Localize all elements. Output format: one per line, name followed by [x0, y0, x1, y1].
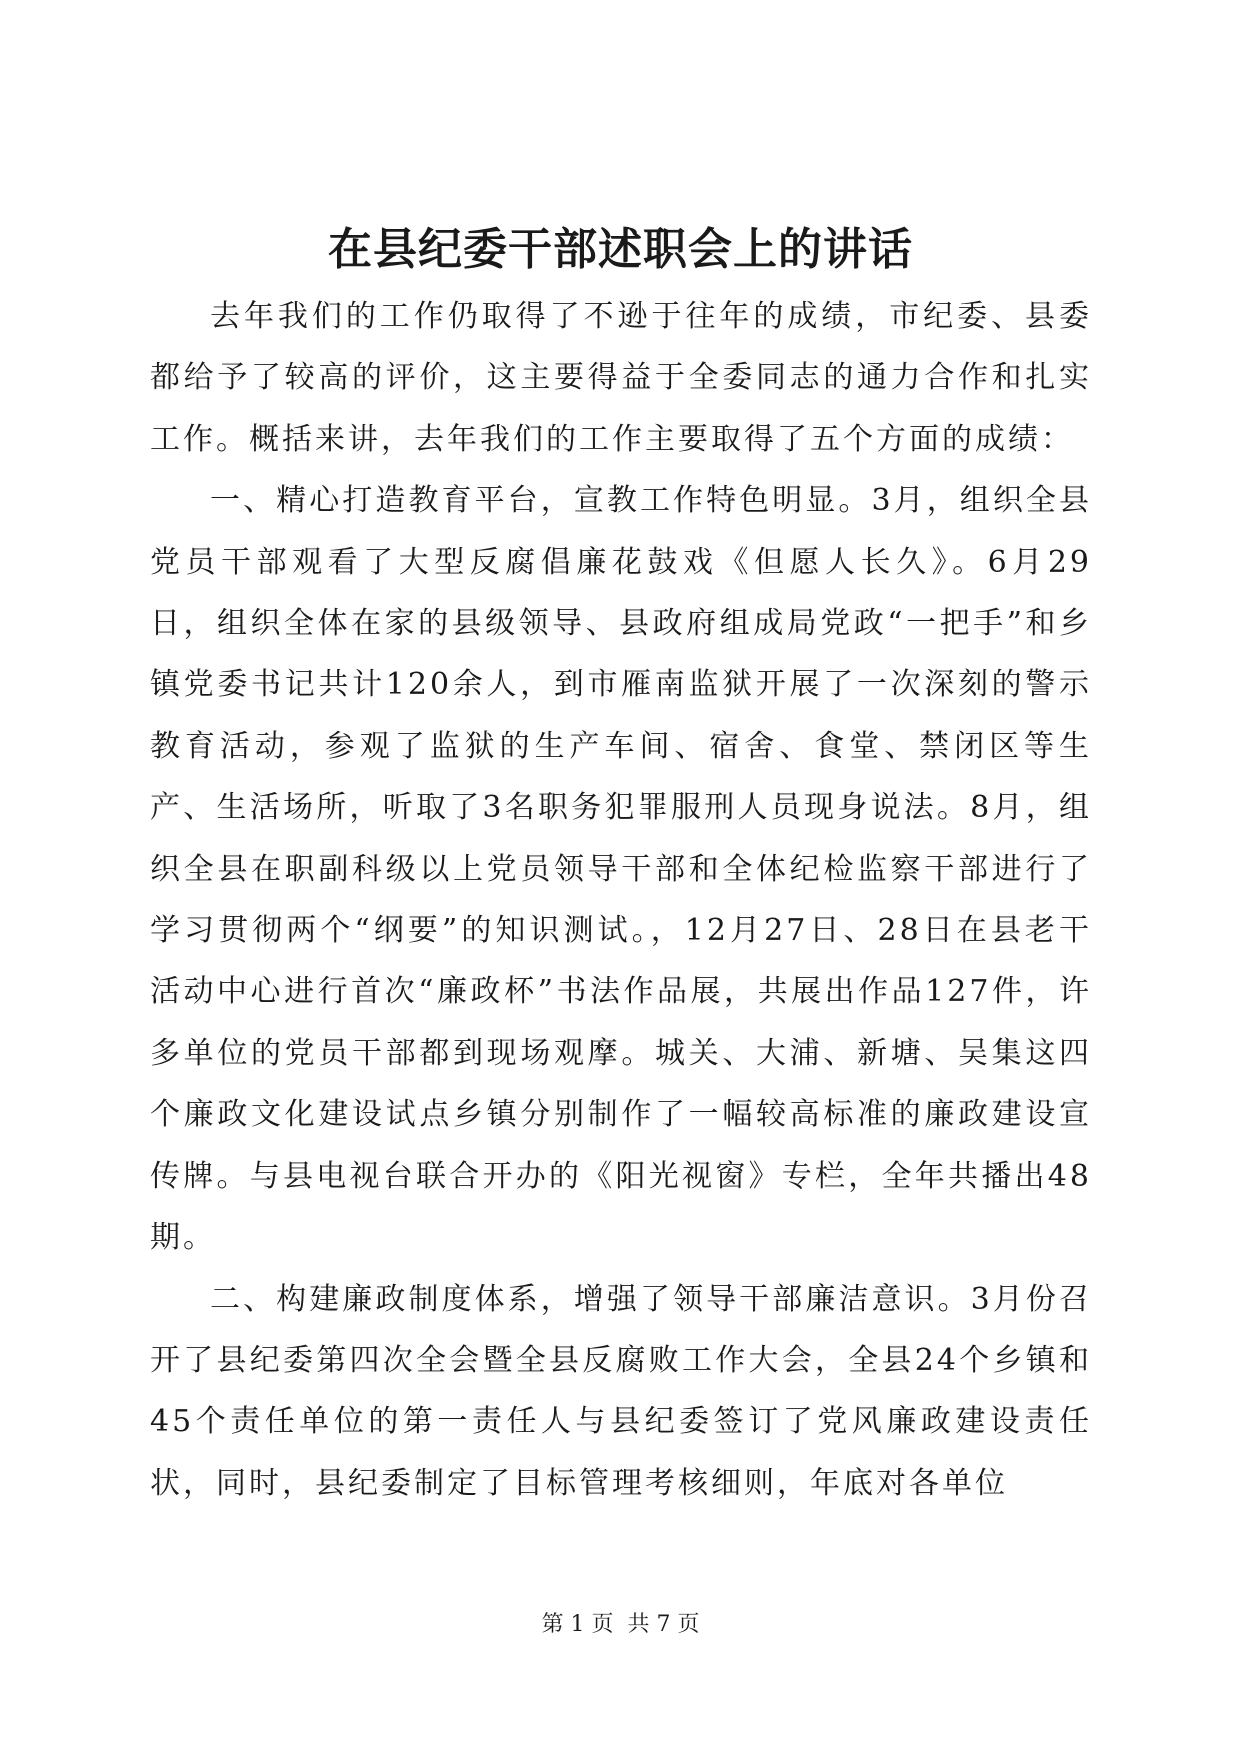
document-title: 在县纪委干部述职会上的讲话	[328, 224, 913, 275]
paragraph-intro: 去年我们的工作仍取得了不逊于往年的成绩，市纪委、县委都给予了较高的评价，这主要得益于全委同志的通力合作和扎实工作。概括来讲，去年我们的工作主要取得了五个方面的成绩：	[150, 299, 1092, 457]
document-body	[150, 286, 1092, 1514]
page-footer	[0, 1610, 1241, 1640]
page-number-label: 第 1 页 共 7 页	[541, 1612, 700, 1637]
paragraph-section-two: 二、构建廉政制度体系，增强了领导干部廉洁意识。3月份召开了县纪委第四次全会暨全县反腐败工作大会，全县24个乡镇和45个责任单位的第一责任人与县纪委签订了党风廉政建设责任状，同时，县纪委制定了目标管理考核细则，年底对各单位	[150, 1281, 1092, 1501]
paragraph-section-one: 一、精心打造教育平台，宣教工作特色明显。3月，组织全县党员干部观看了大型反腐倡廉花鼓戏《但愿人长久》。6月29日，组织全体在家的县级领导、县政府组成局党政“一把手”和乡镇党委书记共计120余人，到市雁南监狱开展了一次深刻的警示教育活动，参观了监狱的生产车间、宿舍、食堂、禁闭区等生产、生活场所，听取了3名职务犯罪服刑人员现身说法。8月，组织全县在职副科级以上党员领导干部和全体纪检监察干部进行了学习贯彻两个“纲要”的知识测试。，12月27日、28日在县老干活动中心进行首次“廉政杯”书法作品展，共展出作品127件，许多单位的党员干部都到现场观摩。城关、大浦、新塘、吴集这四个廉政文化建设试点乡镇分别制作了一幅较高标准的廉政建设宣传牌。与县电视台联合开办的《阳光视窗》专栏，全年共播出48期。	[150, 483, 1092, 1256]
